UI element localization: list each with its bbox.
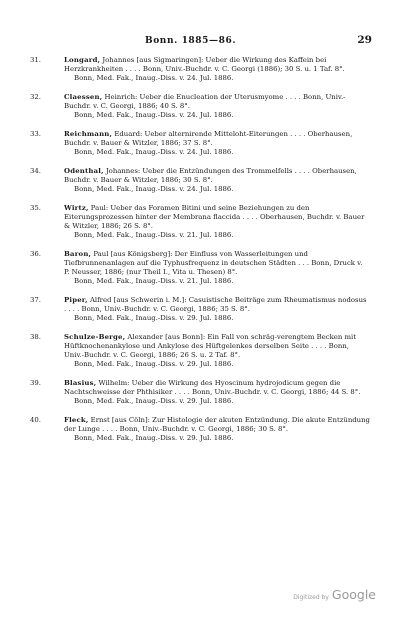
entry-author: Odenthal, [64, 167, 104, 175]
entry-body [64, 250, 380, 286]
entry-author: Longard, [64, 56, 101, 64]
list-item [30, 296, 380, 323]
entry-text: Eduard: Ueber alternirende Mitteloht-Eiterungen . . . . Oberhausen, Buchdr. v. Bauer & Witzler, 1886; 37 S. 8°. [64, 130, 353, 147]
entry-text: Paul [aus Königsberg]: Der Einfluss von Wasserleitungen und Tiefbrunnenanlagen auf die Typhusfrequenz in deutschen Städten . . . Bonn, Druck v. P. Neusser, 1886; (nur Theil I., Vita u. Thesen) 8°. [64, 250, 363, 276]
entry-body [64, 204, 380, 240]
entry-reference: Bonn, Med. Fak., Inaug.-Diss. v. 24. Jul. 1886. [74, 74, 234, 82]
list-item [30, 130, 380, 157]
entry-list [30, 56, 380, 443]
entry-author: Blasius, [64, 379, 97, 387]
entry-number: 38. [30, 333, 41, 341]
running-head-title: Bonn. 1885—86. [145, 36, 237, 46]
entry-body [64, 333, 380, 369]
list-item [30, 416, 380, 443]
running-head [30, 34, 380, 50]
entry-text: Alfred [aus Schwerin i. M.]: Casuistische Beiträge zum Rheumatismus nodosus . . . . Bonn, Univ.-Buchdr. v. C. Georgi, 1886; 35 S. 8°. [64, 296, 367, 313]
entry-reference: Bonn, Med. Fak., Inaug.-Diss. v. 29. Jul. 1886. [74, 314, 234, 322]
entry-author: Schulze-Berge, [64, 333, 126, 341]
entry-author: Piper, [64, 296, 88, 304]
entry-reference: Bonn, Med. Fak., Inaug.-Diss. v. 29. Jul. 1886. [74, 360, 234, 368]
google-logo: Google [331, 587, 376, 602]
entry-body [64, 379, 380, 406]
watermark-prefix: Digitized by [293, 594, 329, 601]
list-item [30, 204, 380, 240]
entry-body [64, 93, 380, 120]
entry-body [64, 167, 380, 194]
list-item [30, 333, 380, 369]
entry-number: 40. [30, 416, 41, 424]
entry-author: Fleck, [64, 416, 89, 424]
entry-reference: Bonn, Med. Fak., Inaug.-Diss. v. 21. Jul. 1886. [74, 277, 234, 285]
entry-body [64, 296, 380, 323]
list-item [30, 379, 380, 406]
entry-reference: Bonn, Med. Fak., Inaug.-Diss. v. 24. Jul. 1886. [74, 185, 234, 193]
list-item [30, 167, 380, 194]
list-item [30, 93, 380, 120]
entry-reference: Bonn, Med. Fak., Inaug.-Diss. v. 24. Jul. 1886. [74, 148, 234, 156]
entry-number: 37. [30, 296, 41, 304]
entry-number: 34. [30, 167, 41, 175]
entry-text: Paul: Ueber das Foramen Bitini und seine Beziehungen zu den Eiterungsprozessen hinter der Membrana flaccida . . . . Oberhausen, Buchdr. v. Bauer & Witzler, 1886; 26 S. 8°. [64, 204, 365, 230]
entry-author: Baron, [64, 250, 92, 258]
entry-reference: Bonn, Med. Fak., Inaug.-Diss. v. 24. Jul. 1886. [74, 111, 234, 119]
entry-author: Reichmann, [64, 130, 113, 138]
entry-body [64, 416, 380, 443]
entry-body [64, 56, 380, 83]
entry-text: Johannes [aus Sigmaringen]: Ueber die Wirkung des Kaffein bei Herzkrankheiten . . . . Bonn, Univ.-Buchdr. v. C. Georgi (1886); 30 S. u. 1 Taf. 8°. [64, 56, 345, 73]
list-item [30, 56, 380, 83]
entry-text: Ernst [aus Cöln]: Zur Histologie der akuten Entzündung. Die akute Entzündung der Lunge . . . . Bonn, Univ.-Buchdr. v. C. Georgi, 1886; 30 S. 8°. [64, 416, 370, 433]
entry-author: Wirtz, [64, 204, 89, 212]
entry-text: Johannes: Ueber die Entzündungen des Trommelfells . . . . Oberhausen, Buchdr. v. Bauer & Witzler, 1886; 30 S. 8°. [64, 167, 357, 184]
list-item [30, 250, 380, 286]
entry-number: 32. [30, 93, 41, 101]
entry-number: 31. [30, 56, 41, 64]
entry-text: Heinrich: Ueber die Enucleation der Uterusmyome . . . . Bonn, Univ.-Buchdr. v. C. Georgi, 1886; 40 S. 8°. [64, 93, 346, 110]
entry-number: 39. [30, 379, 41, 387]
entry-number: 36. [30, 250, 41, 258]
entry-text: Wilhelm: Ueber die Wirkung des Hyoscinum hydrojodicum gegen die Nachtschweisse der Phthisiker . . . . Bonn, Univ.-Buchdr. v. C. Georgi, 1886; 44 S. 8°. [64, 379, 361, 396]
entry-number: 33. [30, 130, 41, 138]
entry-reference: Bonn, Med. Fak., Inaug.-Diss. v. 29. Jul. 1886. [74, 397, 234, 405]
digitized-by-google-watermark [293, 587, 376, 602]
entry-body [64, 130, 380, 157]
entry-reference: Bonn, Med. Fak., Inaug.-Diss. v. 21. Jul. 1886. [74, 231, 234, 239]
entry-text: Alexander [aus Bonn]: Ein Fall von schräg-verengtem Becken mit Hüftknochenankylose und Ankylose des Hüftgelenkes derselben Seite . . . . Bonn, Univ.-Buchdr. v. C. Georgi, 1886; 26 S. u. 2 Taf. 8°. [64, 333, 357, 359]
page-number: 29 [357, 34, 372, 46]
entry-number: 35. [30, 204, 41, 212]
entry-author: Claessen, [64, 93, 103, 101]
entry-reference: Bonn, Med. Fak., Inaug.-Diss. v. 29. Jul. 1886. [74, 434, 234, 442]
